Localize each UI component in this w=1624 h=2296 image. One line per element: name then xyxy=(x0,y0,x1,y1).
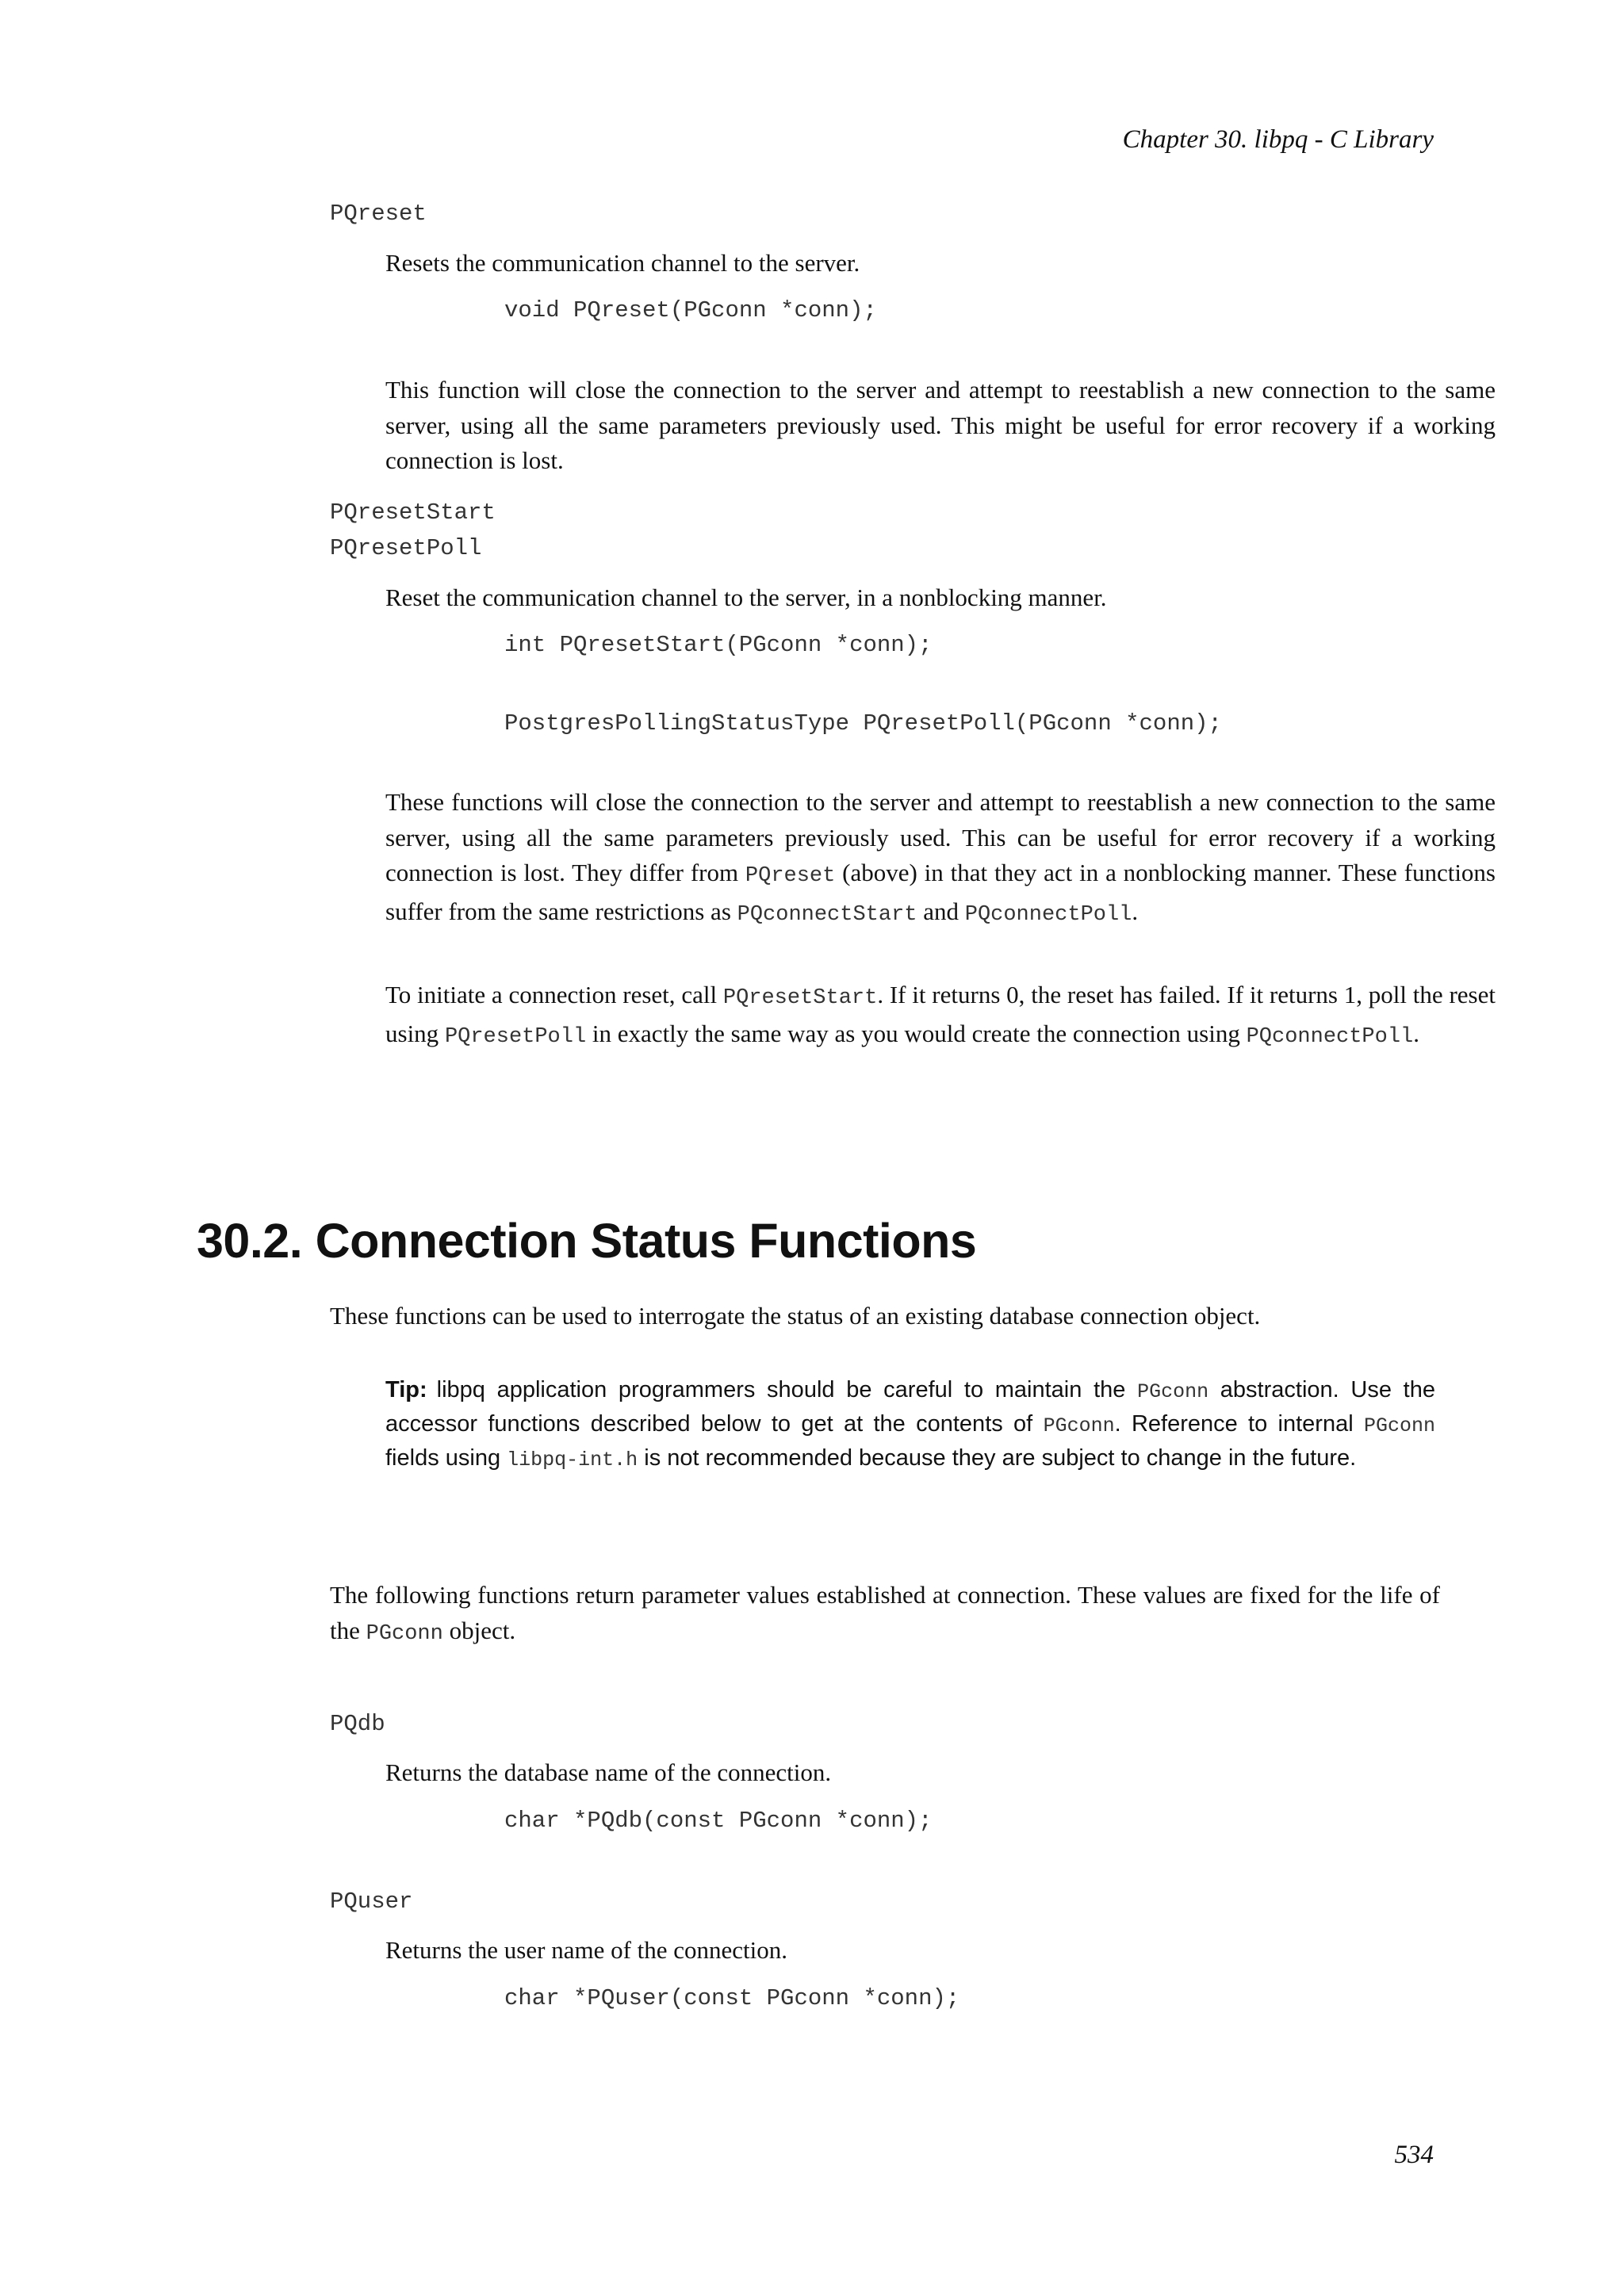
desc-pqreset: Resets the communication channel to the server. xyxy=(385,249,860,277)
code-pqconnectstart: PQconnectStart xyxy=(737,902,917,927)
tip-label: Tip: xyxy=(385,1377,427,1402)
code-libpq-int-h: libpq-int.h xyxy=(507,1448,638,1471)
synopsis-pqresetstart: int PQresetStart(PGconn *conn); xyxy=(504,632,933,658)
section-intro: These functions can be used to interrogate the status of an existing database connection object. xyxy=(330,1302,1261,1330)
running-header: Chapter 30. libpq - C Library xyxy=(1122,125,1434,154)
code-pqresetpoll: PQresetPoll xyxy=(444,1024,587,1049)
term-pqresetpoll: PQresetPoll xyxy=(330,535,482,561)
synopsis-pqreset: void PQreset(PGconn *conn); xyxy=(504,297,877,323)
desc-pqdb: Returns the database name of the connection. xyxy=(385,1758,832,1786)
page-number: 534 xyxy=(1394,2141,1434,2169)
synopsis-pquser: char *PQuser(const PGconn *conn); xyxy=(504,1985,960,2011)
term-pqresetstart: PQresetStart xyxy=(330,499,496,526)
code-pqconnectpoll: PQconnectPoll xyxy=(1246,1024,1414,1049)
code-pgconn: PGconn xyxy=(1363,1414,1435,1437)
term-pquser: PQuser xyxy=(330,1888,413,1915)
section-title: 30.2. Connection Status Functions xyxy=(197,1214,977,1268)
code-pgconn: PGconn xyxy=(1137,1380,1209,1403)
para-pqresetstart-1: These functions will close the connection to the server and attempt to reestablish a new connection to the same server, using all the same parameters previously used. This can be useful for error recovery if a working connection is lost. They differ from PQreset (above) in that they act in a nonblocking manner. These functions suffer from the same restrictions as PQconnectStart and PQconnectPoll. xyxy=(385,788,1496,927)
desc-pquser: Returns the user name of the connection. xyxy=(385,1936,788,1964)
para-pqreset: This function will close the connection to the server and attempt to reestablish a new connection to the same server, using all the same parameters previously used. This might be useful for error recovery if a working connection is lost. xyxy=(385,376,1496,474)
code-pqresetstart: PQresetStart xyxy=(722,986,878,1010)
para-pqresetstart-2: To initiate a connection reset, call PQresetStart. If it returns 0, the reset has failed. If it returns 1, poll the reset using PQresetPoll in exactly the same way as you would create the connection using PQconnectPoll. xyxy=(385,981,1496,1049)
synopsis-pqresetpoll: PostgresPollingStatusType PQresetPoll(PGconn *conn); xyxy=(504,710,1222,737)
synopsis-pqdb: char *PQdb(const PGconn *conn); xyxy=(504,1808,933,1834)
code-pqconnectpoll: PQconnectPoll xyxy=(964,902,1132,927)
code-pgconn: PGconn xyxy=(1043,1414,1115,1437)
para-following: The following functions return parameter values established at connection. These values are fixed for the life of the PGconn object. xyxy=(330,1581,1440,1646)
tip-box: Tip: libpq application programmers should be careful to maintain the PGconn abstraction. Use the accessor functions described below to get at the contents of PGconn. Reference to internal PGconn fields using libpq-int.h is not recommended because they are subject to change in the future. xyxy=(385,1377,1435,1471)
code-pqreset: PQreset xyxy=(745,864,836,888)
term-pqdb: PQdb xyxy=(330,1711,385,1737)
desc-pqresetstart: Reset the communication channel to the server, in a nonblocking manner. xyxy=(385,584,1107,611)
term-pqreset: PQreset xyxy=(330,201,427,227)
code-pgconn: PGconn xyxy=(366,1621,443,1646)
